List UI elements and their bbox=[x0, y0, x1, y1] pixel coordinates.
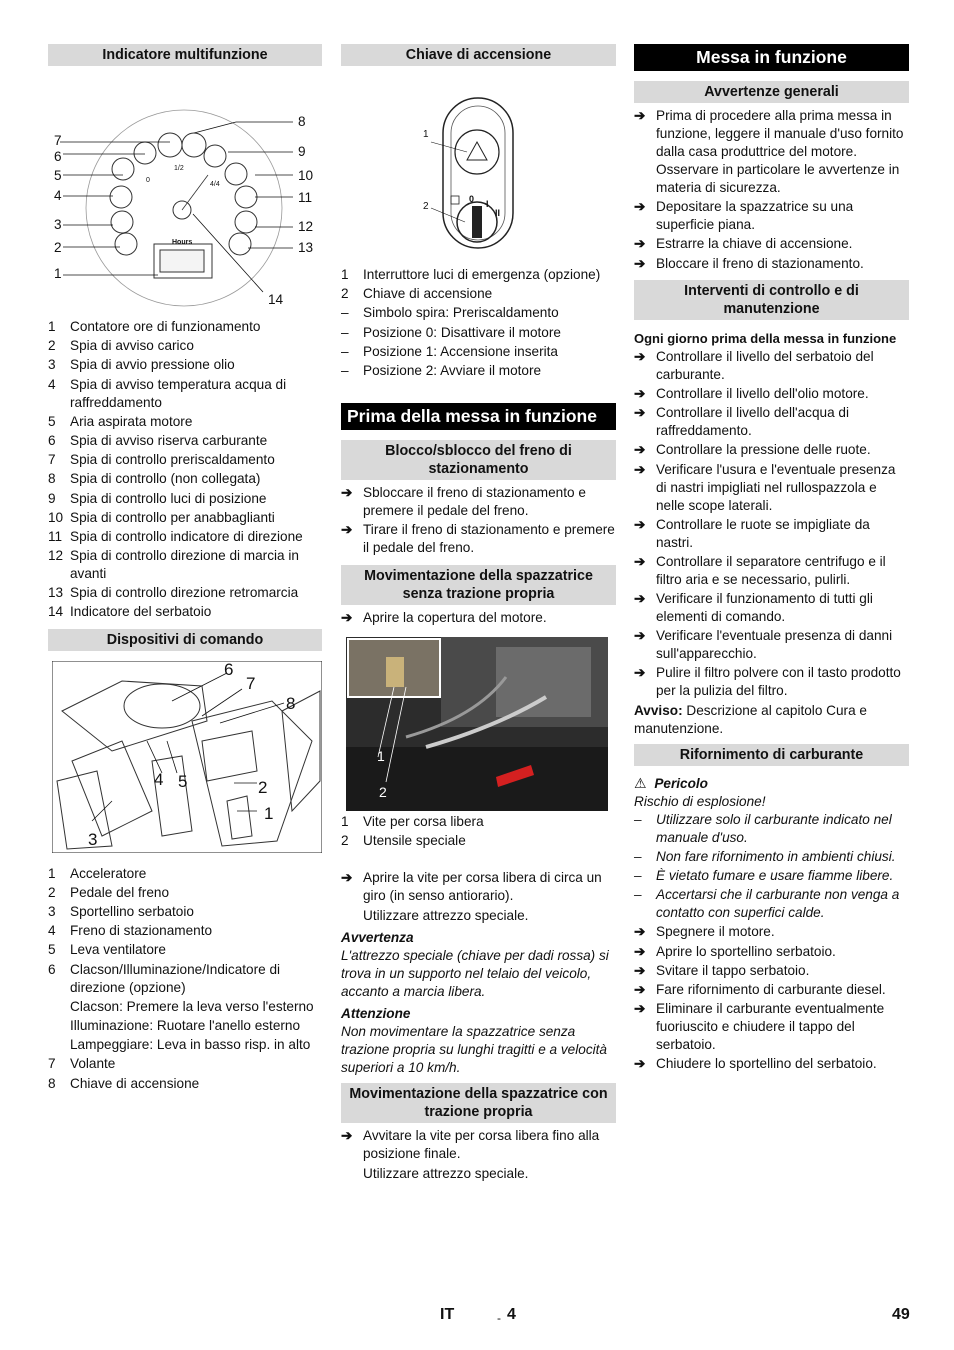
item-number: 2 bbox=[48, 338, 56, 354]
gauge-heading: Indicatore multifunzione bbox=[48, 44, 322, 66]
item-number: 13 bbox=[48, 585, 64, 601]
step-text: Utilizzare solo il carburante indicato nel manuale d'uso. bbox=[656, 811, 892, 845]
item-text: Freno di stazionamento bbox=[70, 923, 213, 939]
item-number: 2 bbox=[341, 832, 349, 848]
item-text: Simbolo spira: Preriscaldamento bbox=[363, 305, 559, 321]
key-callout-2: 2 bbox=[423, 201, 429, 212]
arrow-icon: ➔ bbox=[341, 1127, 353, 1143]
controls-figure bbox=[48, 661, 322, 865]
step-item bbox=[634, 255, 909, 273]
step-text: Bloccare il freno di stazionamento. bbox=[656, 255, 864, 271]
step-item bbox=[634, 461, 909, 515]
list-item bbox=[48, 356, 322, 374]
list-item bbox=[48, 432, 322, 450]
item-text: Spia di controllo preriscaldamento bbox=[70, 452, 275, 468]
list-item bbox=[48, 509, 322, 527]
gauge-callout-7: 7 bbox=[54, 133, 62, 148]
item-text: Posizione 2: Avviare il motore bbox=[363, 362, 542, 378]
key-heading: Chiave di accensione bbox=[341, 44, 616, 66]
step-item bbox=[634, 385, 909, 403]
step-text: Chiudere lo sportellino del serbatoio. bbox=[656, 1056, 877, 1072]
item-number: 14 bbox=[48, 604, 64, 620]
step-item bbox=[634, 962, 909, 980]
list-item bbox=[48, 1017, 322, 1035]
list-item bbox=[48, 922, 322, 940]
list-item bbox=[341, 813, 616, 831]
item-number: 5 bbox=[48, 942, 56, 958]
item-text: Spia di controllo indicatore di direzione bbox=[70, 528, 303, 544]
page-number: 49 bbox=[892, 1306, 910, 1323]
step-item bbox=[341, 484, 616, 520]
step-item bbox=[634, 627, 909, 663]
item-text: Chiave di accensione bbox=[70, 1075, 200, 1091]
photo-callout-2: 2 bbox=[379, 783, 387, 800]
gauge-callout-10: 10 bbox=[298, 168, 314, 183]
step-text: Controllare il separatore centrifugo e il filtro aria e se necessario, pulirli. bbox=[656, 553, 886, 587]
gauge-drawing bbox=[48, 70, 322, 308]
item-text: Interruttore luci di emergenza (opzione) bbox=[363, 267, 601, 282]
item-text: Clacson: Premere la leva verso l'esterno bbox=[70, 998, 314, 1014]
arrow-icon: ➔ bbox=[634, 1056, 646, 1072]
item-number: 5 bbox=[48, 413, 56, 429]
item-number: 7 bbox=[48, 1056, 56, 1072]
list-item bbox=[341, 343, 616, 361]
daily-heading: Ogni giorno prima della messa in funzione bbox=[634, 330, 897, 346]
engine-photo bbox=[346, 637, 608, 813]
column-3 bbox=[634, 44, 909, 1075]
arrow-icon: ➔ bbox=[341, 522, 353, 538]
step-text: Sbloccare il freno di stazionamento e premere il pedale del freno. bbox=[363, 485, 586, 519]
arrow-icon: ➔ bbox=[634, 385, 646, 401]
item-text: Spia di controllo per anabbaglianti bbox=[70, 509, 275, 525]
controls-callout-2: 2 bbox=[258, 777, 268, 797]
item-number: 1 bbox=[48, 319, 56, 334]
item-text: Spia di avviso temperatura acqua di raffreddamento bbox=[70, 376, 287, 410]
step-text: Non fare rifornimento in ambienti chiusi. bbox=[656, 848, 896, 864]
list-item bbox=[48, 584, 322, 602]
tow-heading: Movimentazione della spazzatrice senza trazione propria bbox=[341, 565, 616, 605]
arrow-icon: ➔ bbox=[634, 628, 646, 644]
arrow-icon: ➔ bbox=[634, 516, 646, 532]
tow-step-list bbox=[341, 609, 616, 627]
gauge-figure bbox=[48, 70, 322, 308]
item-number: 12 bbox=[48, 548, 64, 564]
start-heading: Messa in funzione bbox=[634, 44, 909, 71]
controls-callout-8: 8 bbox=[286, 693, 296, 713]
arrow-icon: ➔ bbox=[634, 348, 646, 364]
arrow-icon: ➔ bbox=[341, 485, 353, 501]
step-item bbox=[634, 590, 909, 626]
danger-header bbox=[634, 774, 909, 793]
step-item bbox=[634, 1055, 909, 1073]
item-text: Pedale del freno bbox=[70, 884, 170, 900]
list-item bbox=[48, 528, 322, 546]
step-text: Aprire lo sportellino serbatoio. bbox=[656, 943, 836, 959]
footer-section: 4 bbox=[507, 1306, 516, 1323]
gauge-mark-half: 1/2 bbox=[174, 165, 184, 172]
item-text: Spia di controllo (non collegata) bbox=[70, 471, 261, 487]
screw-step: ➔ Aprire la vite per corsa libera di circa un giro (in senso antiorario). bbox=[341, 869, 602, 903]
note-heading: Avvertenza bbox=[341, 929, 414, 945]
controls-callout-7: 7 bbox=[246, 673, 256, 693]
item-text: Sportellino serbatoio bbox=[70, 904, 194, 919]
key-drawing bbox=[341, 70, 616, 252]
item-number: 8 bbox=[48, 1075, 56, 1091]
item-number: 1 bbox=[341, 267, 349, 282]
list-item bbox=[48, 337, 322, 355]
item-number: 11 bbox=[48, 528, 63, 544]
arrow-icon: ➔ bbox=[634, 255, 646, 271]
item-number: 10 bbox=[48, 509, 64, 525]
column-1 bbox=[48, 44, 322, 1094]
list-item bbox=[48, 1036, 322, 1054]
step-item bbox=[634, 664, 909, 700]
arrow-icon: ➔ bbox=[634, 199, 646, 215]
footer-lang: IT bbox=[440, 1306, 455, 1323]
step-item bbox=[634, 943, 909, 961]
controls-callout-3: 3 bbox=[88, 829, 98, 849]
list-item bbox=[341, 832, 616, 850]
list-item bbox=[48, 376, 322, 412]
list-item bbox=[48, 470, 322, 488]
arrow-icon: ➔ bbox=[634, 405, 646, 421]
step-text: Eliminare il carburante eventualmente fuoriuscito e chiudere il tappo del serbatoio. bbox=[656, 1001, 885, 1053]
step-text: Pulire il filtro polvere con il tasto prodotto per la pulizia del filtro. bbox=[656, 665, 901, 699]
gauge-callout-3: 3 bbox=[54, 217, 62, 232]
list-item bbox=[341, 266, 616, 284]
step-text: Estrarre la chiave di accensione. bbox=[656, 236, 853, 252]
step-text: Depositare la spazzatrice su una superficie piana. bbox=[656, 199, 854, 233]
step-item bbox=[634, 348, 909, 384]
list-item bbox=[341, 285, 616, 303]
item-number: 7 bbox=[48, 452, 56, 468]
item-text: Spia di controllo direzione di marcia in avanti bbox=[70, 548, 299, 582]
arrow-icon: ➔ bbox=[634, 461, 646, 477]
gauge-callout-13: 13 bbox=[298, 240, 314, 255]
gauge-callout-11: 11 bbox=[298, 190, 313, 205]
step-item bbox=[634, 441, 909, 459]
step-item bbox=[634, 811, 909, 847]
controls-callout-5: 5 bbox=[178, 771, 188, 791]
arrow-icon: ➔ bbox=[634, 553, 646, 569]
caution-heading: Attenzione bbox=[341, 1005, 411, 1021]
general-steps bbox=[634, 107, 909, 273]
step-item bbox=[634, 235, 909, 253]
key-pos-0: 0 bbox=[469, 194, 475, 204]
gauge-callout-12: 12 bbox=[298, 219, 314, 234]
item-number: 2 bbox=[48, 884, 56, 900]
item-text: Lampeggiare: Leva in basso risp. in alto bbox=[70, 1037, 311, 1053]
gauge-callout-14: 14 bbox=[268, 292, 284, 307]
list-item bbox=[48, 1075, 322, 1093]
controls-callout-6: 6 bbox=[224, 659, 234, 679]
item-number: 1 bbox=[341, 813, 349, 829]
list-item bbox=[48, 998, 322, 1016]
controls-drawing bbox=[52, 661, 322, 853]
step-text: Controllare il livello dell'acqua di raffreddamento. bbox=[656, 405, 850, 439]
arrow-icon: ➔ bbox=[634, 1001, 646, 1017]
controls-heading: Dispositivi di comando bbox=[48, 629, 322, 651]
column-2 bbox=[341, 44, 616, 1183]
key-legend bbox=[341, 266, 616, 380]
arrow-icon: ➔ bbox=[634, 442, 646, 458]
item-text: Vite per corsa libera bbox=[363, 813, 484, 829]
photo-legend bbox=[341, 813, 616, 850]
list-item bbox=[48, 1055, 322, 1073]
list-item bbox=[48, 865, 322, 883]
item-text: Leva ventilatore bbox=[70, 942, 166, 958]
self-drive-tool-note: Utilizzare attrezzo speciale. bbox=[363, 1165, 529, 1181]
item-text: Volante bbox=[70, 1056, 116, 1072]
gauge-callout-2: 2 bbox=[54, 240, 62, 255]
photo-callout-1: 1 bbox=[377, 747, 385, 764]
arrow-icon: ➔ bbox=[634, 665, 646, 681]
step-item bbox=[634, 848, 909, 866]
footer-sep: - bbox=[497, 1311, 501, 1325]
item-text: Acceleratore bbox=[70, 865, 147, 881]
arrow-icon: ➔ bbox=[634, 924, 646, 940]
item-text: Spia di controllo direzione retromarcia bbox=[70, 585, 299, 601]
before-start-heading: Prima della messa in funzione bbox=[341, 403, 616, 430]
step-item bbox=[634, 1000, 909, 1054]
arrow-icon: ➔ bbox=[634, 591, 646, 607]
gauge-mark-hours: Hours bbox=[172, 239, 193, 246]
item-number: – bbox=[341, 305, 349, 321]
list-item bbox=[48, 490, 322, 508]
item-number bbox=[48, 1036, 70, 1054]
step-item bbox=[634, 867, 909, 885]
caution-text: Non movimentare la spazzatrice senza trazione propria su lunghi tragitti e a velocità superiori a 10 km/h. bbox=[341, 1023, 607, 1075]
item-text: Chiave di accensione bbox=[363, 286, 493, 302]
arrow-icon: ➔ bbox=[634, 108, 646, 123]
notice-text: Descrizione al capitolo Cura e manutenzione. bbox=[634, 702, 867, 736]
gauge-callout-8: 8 bbox=[298, 114, 306, 129]
item-text: Posizione 1: Accensione inserita bbox=[363, 343, 558, 359]
step-text: Controllare il livello del serbatoio del carburante. bbox=[656, 348, 874, 382]
danger-items bbox=[634, 811, 909, 923]
arrow-icon: ➔ bbox=[634, 981, 646, 997]
step-text: Controllare la pressione delle ruote. bbox=[656, 442, 871, 458]
step-text: Tirare il freno di stazionamento e premere il pedale del freno. bbox=[363, 522, 615, 556]
step-text: Fare rifornimento di carburante diesel. bbox=[656, 981, 886, 997]
item-number: 9 bbox=[48, 490, 56, 506]
general-heading: Avvertenze generali bbox=[634, 81, 909, 103]
arrow-icon: ➔ bbox=[634, 962, 646, 978]
item-number: – bbox=[341, 343, 349, 359]
item-text: Spia di controllo luci di posizione bbox=[70, 490, 267, 506]
step-item bbox=[341, 521, 616, 557]
self-drive-heading: Movimentazione della spazzatrice con trazione propria bbox=[341, 1083, 616, 1123]
item-number: 8 bbox=[48, 471, 56, 487]
step-text: Svitare il tappo serbatoio. bbox=[656, 962, 810, 978]
item-text: Posizione 0: Disattivare il motore bbox=[363, 324, 561, 340]
dash-icon: – bbox=[634, 868, 642, 883]
controls-callout-1: 1 bbox=[264, 803, 274, 823]
item-number: 1 bbox=[48, 865, 56, 881]
step-item bbox=[634, 923, 909, 941]
item-text: Spia di avviso riserva carburante bbox=[70, 432, 268, 448]
list-item bbox=[341, 304, 616, 322]
item-number: 4 bbox=[48, 923, 56, 939]
item-number: 6 bbox=[48, 432, 56, 448]
list-item bbox=[48, 451, 322, 469]
list-item bbox=[48, 318, 322, 336]
step-text: Spegnere il motore. bbox=[656, 924, 775, 940]
danger-heading: Pericolo bbox=[654, 775, 708, 791]
list-item bbox=[341, 324, 616, 342]
list-item bbox=[341, 362, 616, 380]
step-text: Prima di procedere alla prima messa in funzione, leggere il manuale d'uso fornito dalla casa produttrice del motore. Osservare in particolare le avvertenze in materia di sicurezza. bbox=[656, 108, 904, 195]
arrow-icon: ➔ bbox=[634, 236, 646, 252]
fuel-heading: Rifornimento di carburante bbox=[634, 744, 909, 766]
step-text: Verificare l'eventuale presenza di danni sull'apparecchio. bbox=[656, 628, 893, 662]
item-number: 2 bbox=[341, 286, 349, 302]
list-item bbox=[48, 903, 322, 921]
dash-icon: – bbox=[634, 887, 642, 903]
step-item bbox=[634, 107, 909, 197]
screw-step-list bbox=[341, 869, 616, 905]
item-number: – bbox=[341, 362, 349, 378]
key-pos-1: I bbox=[486, 199, 489, 209]
screw-tool-note: Utilizzare attrezzo speciale. bbox=[363, 907, 529, 923]
item-text: Illuminazione: Ruotare l'anello esterno bbox=[70, 1017, 301, 1033]
step-text: Controllare il livello dell'olio motore. bbox=[656, 385, 869, 401]
step-item bbox=[634, 404, 909, 440]
daily-steps bbox=[634, 348, 909, 701]
item-text: Contatore ore di funzionamento bbox=[70, 319, 261, 334]
list-item bbox=[48, 603, 322, 621]
item-number: – bbox=[341, 324, 349, 340]
item-number: 4 bbox=[48, 376, 56, 392]
step-item bbox=[634, 553, 909, 589]
list-item bbox=[48, 884, 322, 902]
list-item bbox=[48, 413, 322, 431]
step-item bbox=[634, 516, 909, 552]
step-text: Verificare l'usura e l'eventuale presenza di nastri impigliati nel rullospazzola e nelle scope laterali. bbox=[656, 461, 896, 513]
warning-icon: ⚠ bbox=[634, 774, 647, 791]
step-text: Accertarsi che il carburante non venga a contatto con superfici calde. bbox=[656, 887, 900, 921]
controls-legend bbox=[48, 865, 322, 1093]
step-item bbox=[634, 886, 909, 922]
dash-icon: – bbox=[634, 811, 642, 827]
list-item bbox=[48, 941, 322, 959]
step-text: Controllare le ruote se impigliate da nastri. bbox=[656, 516, 870, 550]
arrow-icon: ➔ bbox=[341, 609, 353, 625]
step-item bbox=[634, 198, 909, 234]
list-item bbox=[48, 961, 322, 997]
item-number: 3 bbox=[48, 357, 56, 373]
tow-step: ➔ Aprire la copertura del motore. bbox=[341, 609, 547, 625]
gauge-callout-4: 4 bbox=[54, 188, 62, 203]
gauge-mark-zero: 0 bbox=[146, 177, 150, 184]
key-pos-2: II bbox=[495, 208, 501, 218]
notice-label: Avviso: bbox=[634, 702, 683, 718]
item-number: 3 bbox=[48, 904, 56, 919]
key-callout-1: 1 bbox=[423, 129, 429, 140]
fuel-steps bbox=[634, 923, 909, 1073]
item-text: Spia di avvio pressione olio bbox=[70, 357, 235, 373]
item-text: Clacson/Illuminazione/Indicatore di direzione (opzione) bbox=[70, 961, 281, 995]
notice bbox=[634, 702, 909, 738]
gauge-callout-6: 6 bbox=[54, 149, 62, 164]
step-item bbox=[634, 981, 909, 999]
gauge-mark-full: 4/4 bbox=[210, 181, 220, 188]
arrow-icon: ➔ bbox=[341, 869, 353, 885]
note-text: L'attrezzo speciale (chiave per dadi rossa) si trova in un supporto nel telaio del veicolo, accanto a marcia libera. bbox=[341, 947, 609, 999]
step-text: È vietato fumare e usare fiamme libere. bbox=[656, 868, 894, 883]
brake-steps bbox=[341, 484, 616, 557]
list-item bbox=[48, 547, 322, 583]
self-drive-step: ➔ Avvitare la vite per corsa libera fino alla posizione finale. bbox=[341, 1127, 600, 1161]
danger-lead: Rischio di esplosione! bbox=[634, 793, 766, 809]
gauge-callout-9: 9 bbox=[298, 144, 306, 159]
step-text: Verificare il funzionamento di tutti gli elementi di comando. bbox=[656, 591, 873, 625]
dash-icon: – bbox=[634, 848, 642, 864]
item-number: 6 bbox=[48, 961, 56, 977]
gauge-legend bbox=[48, 318, 322, 621]
gauge-callout-5: 5 bbox=[54, 168, 62, 183]
brake-heading: Blocco/sblocco del freno di stazionamento bbox=[341, 440, 616, 480]
item-text: Indicatore del serbatoio bbox=[70, 604, 212, 620]
item-text: Utensile speciale bbox=[363, 832, 466, 848]
key-figure bbox=[341, 70, 616, 252]
arrow-icon: ➔ bbox=[634, 943, 646, 959]
item-text: Spia di avviso carico bbox=[70, 338, 194, 354]
item-number bbox=[48, 1017, 70, 1035]
controls-callout-4: 4 bbox=[154, 769, 164, 789]
gauge-callout-1: 1 bbox=[54, 266, 62, 281]
self-drive-step-list bbox=[341, 1127, 616, 1163]
item-text: Aria aspirata motore bbox=[70, 413, 193, 429]
item-number bbox=[48, 998, 70, 1016]
maintenance-heading: Interventi di controllo e di manutenzione bbox=[634, 280, 909, 320]
